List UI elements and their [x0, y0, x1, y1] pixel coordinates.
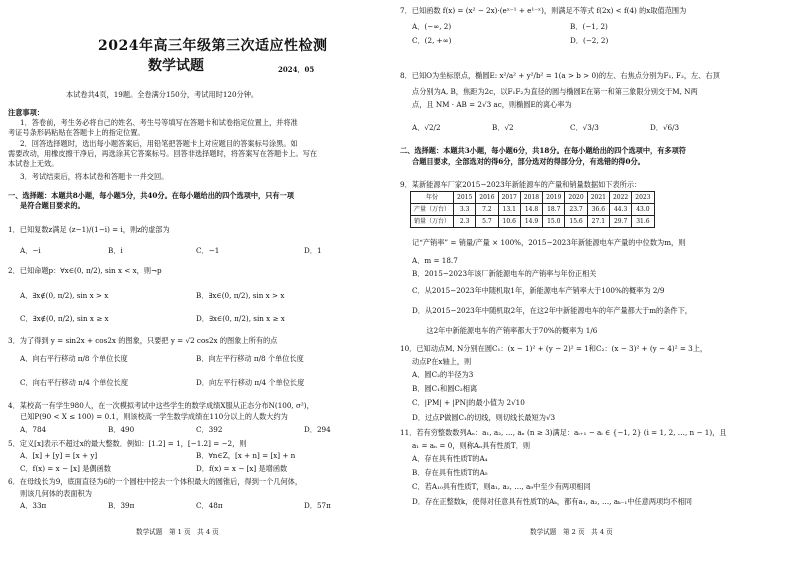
table-cell: 年份: [411, 192, 454, 204]
table-cell: 5.7: [476, 216, 498, 228]
note-line: 2．回答选择题时，选出每小题答案后，用铅笔把答题卡上对应题目的答案标号涂黑。如: [20, 139, 298, 148]
question-4-stem: 已知P(90 < X ≤ 100) = 0.1，则该校高一学生数学成绩在110分以上的人数大约为: [20, 412, 288, 421]
question-8-stem: 8．已知O为坐标原点，椭圆E: x²/a² + y²/b² = 1(a > b > 0)的左、右焦点分别为F₁, F₂，左、右顶: [400, 71, 720, 80]
q9-option-d-cont: 这2年中新能源电车的产销率都大于70%的概率为 1/6: [412, 326, 598, 335]
page-footer: 数学试题 第 2 页 共 4 页: [530, 528, 613, 536]
exam-subject: 数学试题: [148, 58, 204, 74]
section-two-heading: 合题目要求，全部选对的得6分，部分选对的得部分分，有选错的得0分。: [412, 157, 645, 166]
table-cell: 2017: [498, 192, 520, 204]
q7-option-a: A．(−∞, 2): [412, 22, 452, 31]
q4-option-c: C．392: [196, 425, 223, 434]
question-3-stem: 3．为了得到 y = sin2x + cos2x 的图象，只要把 y = √2 cos2x 的图象上所有的点: [8, 336, 278, 345]
exam-intro: 本试卷共4页，19题。全卷满分150分，考试用时120分钟。: [66, 90, 259, 99]
question-9-stem: 9．某新能源车厂家2015−2023年新能源车的产量和销量数据如下表所示：: [400, 180, 642, 189]
question-6-stem: 6．在母线长为9，底面直径为6的一个圆柱中挖去一个体积最大的圆锥后，得到一个几何体，: [8, 477, 303, 486]
q3-option-a: A．向右平行移动 π/8 个单位长度: [20, 354, 128, 363]
question-5-stem: 5．定义[x]表示不超过x的最大整数．例如：[1.2] = 1，[−1.2] = −2，则: [8, 439, 247, 448]
q4-option-a: A．784: [20, 425, 47, 434]
q9-option-c: C．从2015−2023年中随机取1年，新能源电车产销率大于100%的概率为 2/9: [412, 286, 665, 295]
note-line: 本试卷上无效。: [8, 159, 59, 168]
q9-option-a: A．m = 18.7: [412, 256, 458, 265]
q9-option-b: B．2015−2023年该厂新能源电车的产销率与年份正相关: [412, 269, 597, 278]
q11-option-c: C．若A₁₀具有性质T，则a₁, a₂, …, a₉中至少有两项相同: [412, 482, 591, 491]
question-8-stem: 点，且 NM · AB = 2√3 ac，则椭圆E的离心率为: [412, 100, 572, 109]
table-cell: 14.8: [520, 204, 542, 216]
table-cell: 产量（万台）: [411, 204, 454, 216]
table-cell: 2.3: [454, 216, 476, 228]
q11-option-b: B．存在具有性质T的A₅: [412, 468, 488, 477]
question-11-stem: a₁ = aₙ = 0，则称Aₙ具有性质T．则: [412, 441, 531, 450]
section-two-heading: 二、选择题：本题共3小题，每小题6分，共18分。在每小题给出的四个选项中，有多项符: [400, 146, 686, 155]
exam-date: 2024．05: [278, 65, 315, 74]
question-10-stem: 10．已知动点M, N分别在圆C₁：(x − 1)² + (y − 2)² = 1和C₂：(x − 3)² + (y − 4)² = 3上，: [400, 344, 708, 353]
question-7-stem: 7．已知函数 f(x) = (x² − 2x)·(eˣ⁻¹ + e¹⁻ˣ)，则满足不等式 f(2x) < f(4) 的x取值范围为: [400, 6, 687, 15]
q11-option-d: D．存在正整数k，使得对任意具有性质T的Aₖ，都有a₁, a₂, …, aₖ₋₁中任意两项均不相同: [412, 497, 692, 506]
q5-option-a: A．[x] + [y] = [x + y]: [20, 451, 98, 460]
table-cell: 43.0: [632, 204, 654, 216]
table-cell: 7.2: [476, 204, 498, 216]
q2-option-b: B．∃x∈(0, π/2), sin x > x: [196, 291, 285, 300]
q3-option-c: C．向右平行移动 π/4 个单位长度: [20, 378, 129, 387]
left-page: [6, 0, 396, 561]
note-line: 需要改动，用橡皮擦干净后，再选涂其它答案标号。回答非选择题时，将答案写在答题卡上。写在: [8, 149, 318, 158]
table-cell: 23.7: [565, 204, 587, 216]
table-cell: 36.6: [587, 204, 609, 216]
q10-option-b: B．圆C₁和圆C₂相离: [412, 384, 478, 393]
q10-option-d: D．过点P做圆C₁的切线，则切线长最短为√3: [412, 413, 556, 422]
right-page: [400, 0, 790, 561]
table-cell: 销量（万台）: [411, 216, 454, 228]
table-cell: 27.1: [587, 216, 609, 228]
q9-option-d: D．从2015−2023年中随机取2年，在这2年中新能源电车的年产量都大于m的条件下，: [412, 306, 692, 315]
table-row: [411, 204, 655, 216]
table-cell: 2016: [476, 192, 498, 204]
table-cell: 29.7: [609, 216, 631, 228]
table-cell: 15.0: [543, 216, 565, 228]
question-2-stem: 2．已知命题p：∀x∈(0, π/2), sin x < x，则¬p: [8, 266, 162, 275]
question-11-stem: 11．若有穷整数数列Aₙ：a₁, a₂, …, aₙ (n ≥ 3)满足：aᵢ₊₁ − aᵢ ∈ {−1, 2} (i = 1, 2, …, n − 1)，且: [400, 428, 727, 437]
question-4-stem: 4．某校高一有学生980人，在一次模拟考试中这些学生的数学成绩X服从正态分布N(100, σ²)，: [8, 401, 314, 410]
q3-option-d: D．向左平行移动 π/4 个单位长度: [196, 378, 305, 387]
q11-option-a: A．存在具有性质T的A₄: [412, 454, 488, 463]
q9-data-table: [410, 191, 655, 228]
table-cell: 18.7: [543, 204, 565, 216]
table-cell: 31.6: [632, 216, 654, 228]
question-10-stem: 动点P在x轴上，则: [412, 357, 472, 366]
q6-option-a: A．33π: [20, 501, 47, 510]
question-8-stem: 点分别为A, B，焦距为2c，以F₁F₂为直径的圆与椭圆E在第一和第三象限分别交于M, N两: [412, 87, 698, 96]
table-cell: 3.3: [454, 204, 476, 216]
table-cell: 44.3: [609, 204, 631, 216]
note-line: 1．答卷前，考生务必将自己的姓名、考生号等填写在答题卡和试卷指定位置上，并将准: [20, 118, 298, 127]
table-cell: 2018: [520, 192, 542, 204]
table-header-row: [411, 192, 655, 204]
table-cell: 13.1: [498, 204, 520, 216]
q6-option-c: C．48π: [196, 501, 223, 510]
q7-option-c: C．(2, +∞): [412, 36, 452, 45]
table-row: [411, 216, 655, 228]
q4-option-b: B．490: [108, 425, 135, 434]
q2-option-d: D．∃x∈(0, π/2), sin x ≥ x: [196, 314, 285, 323]
note-line: 考证号条形码粘贴在答题卡上的指定位置。: [8, 128, 145, 137]
q8-option-a: A．√2/2: [412, 123, 441, 132]
q7-option-b: B．(−1, 2): [570, 22, 608, 31]
page-footer: 数学试题 第 1 页 共 4 页: [136, 528, 219, 536]
question-1-stem: 1．已知复数z满足 (z−1)/(1−i) = i，则z的虚部为: [8, 225, 170, 234]
table-cell: 14.9: [520, 216, 542, 228]
q10-option-a: A．圆C₂的半径为3: [412, 370, 474, 379]
q1-option-d: D．1: [304, 246, 322, 255]
q8-option-b: B．√2: [492, 123, 514, 132]
q3-option-b: B．向左平行移动 π/8 个单位长度: [196, 354, 304, 363]
q2-option-c: C．∃x∉(0, π/2), sin x ≥ x: [20, 314, 109, 323]
q5-option-b: B．∀n∈Z，[x + n] = [x] + n: [196, 451, 296, 460]
table-cell: 2020: [565, 192, 587, 204]
q8-option-c: C．√3/3: [570, 123, 599, 132]
exam-title: 2024年高三年级第三次适应性检测: [98, 38, 328, 54]
q1-option-a: A．−i: [20, 246, 41, 255]
q1-option-c: C．−1: [196, 246, 220, 255]
table-cell: 2019: [543, 192, 565, 204]
q9-definition: 记“产销率” = 销量/产量 × 100%，2015−2023年新能源电车产量的中位数为m，则: [412, 238, 686, 247]
q6-option-d: D．57π: [304, 501, 331, 510]
section-one-heading: 一、选择题：本题共8小题，每小题5分，共40分。在每小题给出的四个选项中，只有一项: [8, 191, 294, 200]
q5-option-c: C．f(x) = x − [x] 是偶函数: [20, 464, 111, 473]
q1-option-b: B．i: [108, 246, 123, 255]
table-cell: 2022: [609, 192, 631, 204]
table-cell: 15.6: [565, 216, 587, 228]
table-cell: 10.6: [498, 216, 520, 228]
q8-option-d: D．√6/3: [650, 123, 680, 132]
q10-option-c: C．|PM| + |PN|的最小值为 2√10: [412, 398, 525, 407]
table-cell: 2021: [587, 192, 609, 204]
note-line: 3．考试结束后，将本试卷和答题卡一并交回。: [20, 172, 169, 181]
section-one-heading: 是符合题目要求的。: [20, 201, 85, 210]
table-cell: 2023: [632, 192, 654, 204]
q7-option-d: D．(−2, 2): [570, 36, 609, 45]
q5-option-d: D．f(x) = x − [x] 是增函数: [196, 464, 288, 473]
notes-heading: 注意事项：: [8, 108, 44, 117]
q4-option-d: D．294: [304, 425, 331, 434]
table-cell: 2015: [454, 192, 476, 204]
q2-option-a: A．∃x∉(0, π/2), sin x > x: [20, 291, 109, 300]
q6-option-b: B．39π: [108, 501, 135, 510]
question-6-stem: 则该几何体的表面积为: [20, 489, 92, 498]
